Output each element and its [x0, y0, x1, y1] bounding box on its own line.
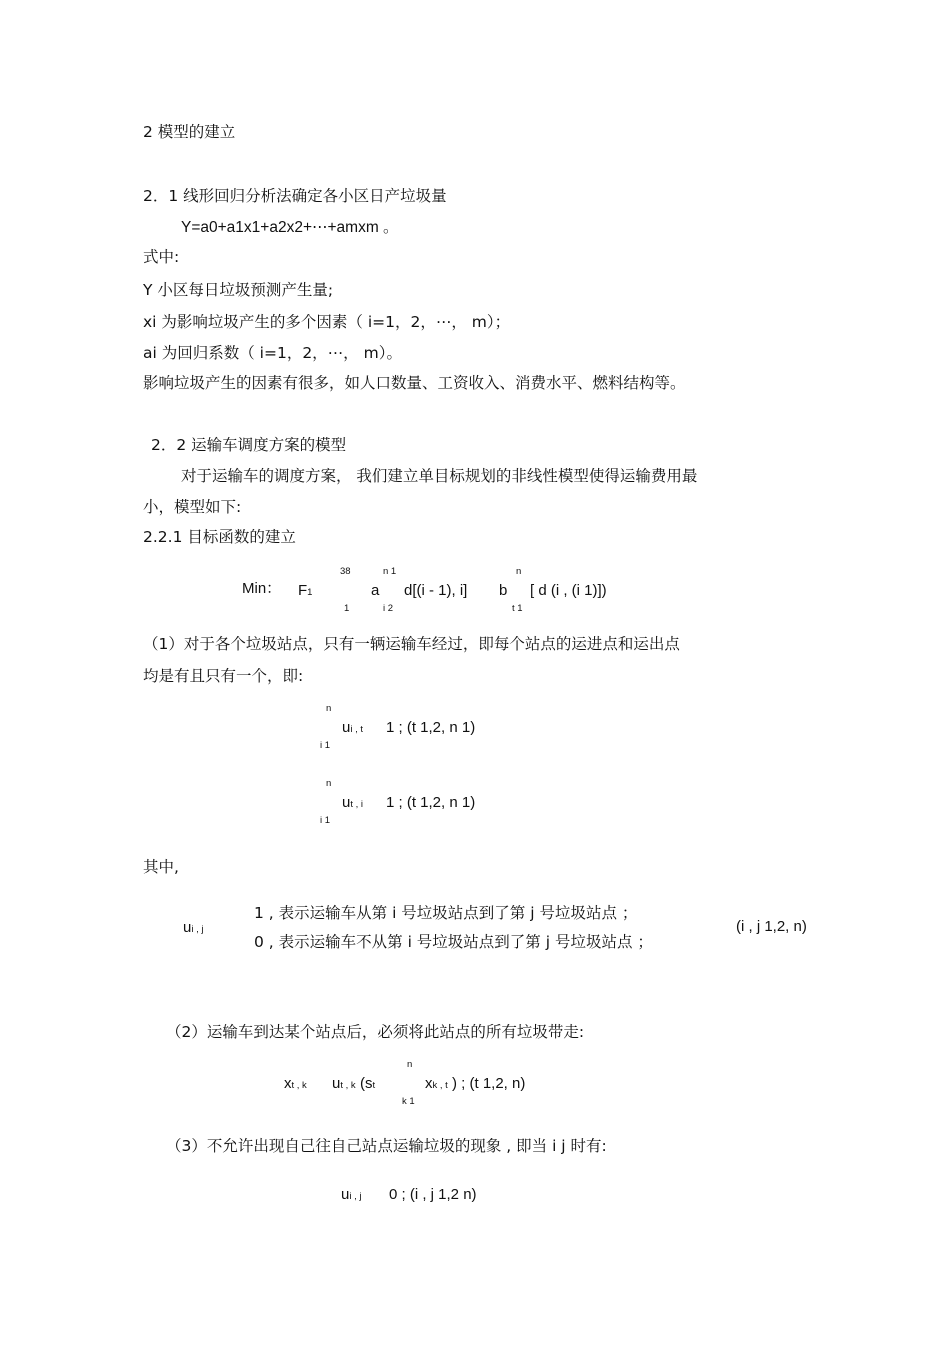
where-label: 式中:	[143, 248, 180, 266]
eq2-sum-lower: i 1	[320, 815, 331, 826]
min-label: Min：	[242, 580, 282, 597]
among-label: 其中,	[143, 858, 179, 876]
eq1-u: ui , t	[342, 719, 364, 736]
eq3-u: ut , k	[332, 1075, 356, 1092]
eq3-s: (st	[360, 1075, 376, 1092]
eq3-sum-lower: k 1	[402, 1096, 415, 1107]
constraint-1-line-1: （1）对于各个垃圾站点，只有一辆运输车经过，即每个站点的运进点和运出点	[143, 635, 680, 653]
subsection-2-2-heading: 2．2 运输车调度方案的模型	[151, 436, 347, 454]
subsection-2-1-heading: 2．1 线形回归分析法确定各小区日产垃圾量	[143, 187, 447, 205]
eq1-sum-lower: i 1	[320, 740, 331, 751]
piecewise-case-1: 1 , 表示运输车从第 i 号垃圾站点到了第 j 号垃圾站点 ；	[254, 904, 638, 922]
definition-ai: ai 为回归系数（ i=1，2，⋯， m）。	[143, 344, 402, 362]
eq1-rest: 1 ; (t 1,2, n 1)	[386, 719, 476, 736]
eq4-rest: 0 ; (i , j 1,2 n)	[389, 1186, 477, 1203]
sum-upper-n: n	[516, 566, 522, 577]
eq2-u: ut , i	[342, 794, 364, 811]
eq4-u: ui , j	[341, 1186, 362, 1203]
objective-term-2: [ d (i , (i 1)])	[530, 582, 607, 599]
eq2-rest: 1 ; (t 1,2, n 1)	[386, 794, 476, 811]
eq3-sum-upper: n	[407, 1059, 413, 1070]
piecewise-range: (i , j 1,2, n)	[736, 918, 807, 935]
subsection-2-2-1-heading: 2.2.1 目标函数的建立	[143, 528, 296, 546]
coefficient-a: a	[371, 582, 380, 599]
sum-lower-t1: t 1	[512, 603, 523, 614]
eq1-sum-upper: n	[326, 703, 332, 714]
regression-formula: Y=a0+a1x1+a2x2+⋯+amxm 。	[181, 219, 399, 236]
piecewise-u: ui , j	[183, 919, 204, 936]
sum-upper-38: 38	[340, 566, 351, 577]
objective-f: F1	[298, 582, 313, 599]
factors-paragraph: 影响垃圾产生的因素有很多，如人口数量、工资收入、消费水平、燃料结构等。	[143, 374, 686, 392]
sum-upper-n1: n 1	[383, 566, 397, 577]
eq3-rest: ) ; (t 1,2, n)	[452, 1075, 526, 1092]
constraint-1-line-2: 均是有且只有一个，即:	[143, 667, 304, 685]
eq3-x2: xk , t	[425, 1075, 448, 1092]
eq2-sum-upper: n	[326, 778, 332, 789]
paragraph-line-1: 对于运输车的调度方案， 我们建立单目标规划的非线性模型使得运输费用最	[181, 467, 698, 485]
sum-lower-1: 1	[344, 603, 350, 614]
eq3-x: xt , k	[284, 1075, 307, 1092]
piecewise-case-0: 0 , 表示运输车不从第 i 号垃圾站点到了第 j 号垃圾站点 ；	[254, 933, 653, 951]
definition-xi: xi 为影响垃圾产生的多个因素（ i=1，2，⋯， m）；	[143, 313, 511, 331]
coefficient-b: b	[499, 582, 508, 599]
constraint-3-text: （3）不允许出现自己往自己站点运输垃圾的现象 , 即当 i j 时有:	[166, 1137, 607, 1155]
paragraph-line-2: 小，模型如下:	[143, 498, 242, 516]
sum-lower-i2: i 2	[383, 603, 394, 614]
objective-term-1: d[(i - 1), i]	[404, 582, 468, 599]
constraint-2-text: （2）运输车到达某个站点后，必须将此站点的所有垃圾带走:	[166, 1023, 585, 1041]
section-heading: 2 模型的建立	[143, 123, 236, 141]
definition-y: Y 小区每日垃圾预测产生量;	[143, 281, 334, 299]
